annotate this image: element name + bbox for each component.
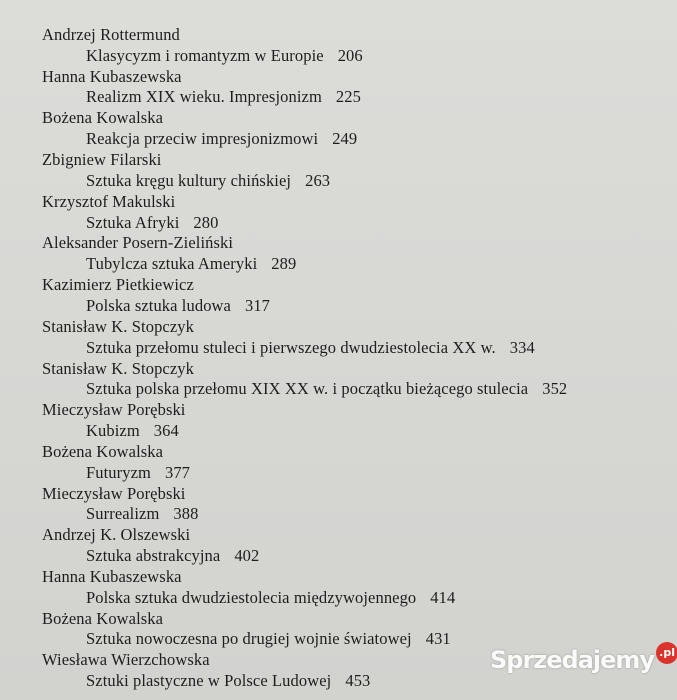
entry-page-number: 263 bbox=[305, 170, 331, 190]
entry-author: Hanna Kubaszewska bbox=[42, 66, 182, 86]
watermark-badge: .pl bbox=[656, 642, 677, 664]
toc-entry bbox=[42, 609, 567, 651]
toc-entry bbox=[42, 317, 567, 359]
entry-title: Sztuka nowoczesna po drugiej wojnie światowej bbox=[86, 629, 412, 649]
entry-title-line bbox=[86, 546, 259, 567]
entry-title: Tubylcza sztuka Ameryki bbox=[86, 254, 258, 274]
entry-title-line bbox=[86, 379, 567, 400]
entry-page-number: 431 bbox=[425, 629, 451, 649]
entry-author: Bożena Kowalska bbox=[42, 608, 164, 628]
entry-author: Krzysztof Makulski bbox=[42, 191, 176, 211]
entry-author: Andrzej K. Olszewski bbox=[42, 525, 191, 545]
entry-author: Kazimierz Pietkiewicz bbox=[42, 275, 194, 295]
entry-title-line bbox=[86, 213, 218, 234]
toc-entry bbox=[42, 567, 567, 609]
entry-page-number: 352 bbox=[542, 379, 568, 399]
entry-author: Stanisław K. Stopczyk bbox=[42, 316, 194, 336]
toc-entry bbox=[42, 359, 567, 401]
entry-page-number: 280 bbox=[193, 212, 219, 232]
entry-title-line bbox=[86, 254, 296, 275]
entry-author: Andrzej Rottermund bbox=[42, 25, 180, 44]
toc-entry bbox=[42, 525, 567, 567]
entry-title: Surrealizm bbox=[86, 504, 160, 524]
entry-title: Sztuka kręgu kultury chińskiej bbox=[86, 170, 292, 190]
toc-entry bbox=[42, 150, 567, 192]
entry-page-number: 225 bbox=[335, 87, 361, 107]
entry-title-line bbox=[86, 421, 179, 442]
entry-page-number: 377 bbox=[164, 462, 191, 482]
entry-author: Bożena Kowalska bbox=[42, 441, 164, 461]
entry-page-number: 206 bbox=[337, 45, 363, 65]
entry-title: Reakcja przeciw impresjonizmowi bbox=[86, 129, 319, 149]
entry-title-line bbox=[86, 504, 198, 525]
entry-author: Bożena Kowalska bbox=[42, 108, 164, 128]
entry-author: Zbigniew Filarski bbox=[42, 150, 162, 170]
toc-entry bbox=[42, 192, 567, 234]
entry-title: Sztuka przełomu stuleci i pierwszego dwudziestolecia XX w. bbox=[86, 337, 496, 357]
entry-title-line bbox=[86, 629, 451, 650]
toc-entry bbox=[42, 275, 567, 317]
table-of-contents bbox=[42, 25, 567, 692]
entry-title: Sztuka abstrakcyjna bbox=[86, 546, 221, 566]
entry-title: Polska sztuka dwudziestolecia międzywojennego bbox=[86, 587, 417, 607]
entry-title-line bbox=[86, 46, 363, 67]
entry-page-number: 364 bbox=[153, 420, 179, 440]
entry-title: Sztuka Afryki bbox=[86, 212, 180, 232]
entry-title-line bbox=[86, 87, 361, 108]
entry-author: Aleksander Posern-Zieliński bbox=[42, 233, 234, 253]
entry-title-line bbox=[86, 463, 190, 484]
entry-page-number: 289 bbox=[271, 254, 297, 274]
entry-title: Realizm XIX wieku. Impresjonizm bbox=[86, 87, 322, 107]
toc-entry bbox=[42, 67, 567, 109]
entry-title-line bbox=[86, 588, 455, 609]
entry-title-line bbox=[86, 338, 535, 359]
entry-author: Wiesława Wierzchowska bbox=[42, 650, 210, 670]
entry-page-number: 414 bbox=[430, 587, 456, 607]
entry-title: Klasycyzm i romantyzm w Europie bbox=[86, 45, 324, 65]
entry-page-number: 334 bbox=[509, 337, 535, 357]
toc-entry bbox=[42, 25, 567, 67]
entry-page-number: 402 bbox=[234, 546, 260, 566]
entry-author: Mieczysław Porębski bbox=[42, 400, 186, 420]
toc-entry bbox=[42, 442, 567, 484]
entry-title: Futuryzm bbox=[86, 462, 151, 482]
entry-title-line bbox=[86, 171, 330, 192]
toc-entry bbox=[42, 400, 567, 442]
entry-page-number: 388 bbox=[173, 504, 199, 524]
entry-title-line bbox=[86, 671, 370, 692]
toc-entry bbox=[42, 650, 567, 692]
entry-page-number: 249 bbox=[332, 129, 358, 149]
entry-title-line bbox=[86, 296, 270, 317]
entry-author: Mieczysław Porębski bbox=[42, 483, 186, 503]
watermark bbox=[490, 646, 677, 674]
toc-entry bbox=[42, 233, 567, 275]
watermark-logo: Sprzedajemy bbox=[490, 646, 655, 674]
toc-entry bbox=[42, 108, 567, 150]
entry-title-line bbox=[86, 129, 357, 150]
entry-page-number: 317 bbox=[244, 295, 271, 315]
entry-title: Sztuka polska przełomu XIX XX w. i początku bieżącego stulecia bbox=[86, 379, 529, 399]
entry-title: Kubizm bbox=[86, 420, 140, 440]
entry-author: Hanna Kubaszewska bbox=[42, 566, 182, 586]
entry-page-number: 453 bbox=[345, 671, 371, 691]
entry-author: Stanisław K. Stopczyk bbox=[42, 358, 194, 378]
toc-entry bbox=[42, 484, 567, 526]
entry-title: Sztuki plastyczne w Polsce Ludowej bbox=[86, 671, 332, 691]
entry-title: Polska sztuka ludowa bbox=[86, 295, 231, 315]
